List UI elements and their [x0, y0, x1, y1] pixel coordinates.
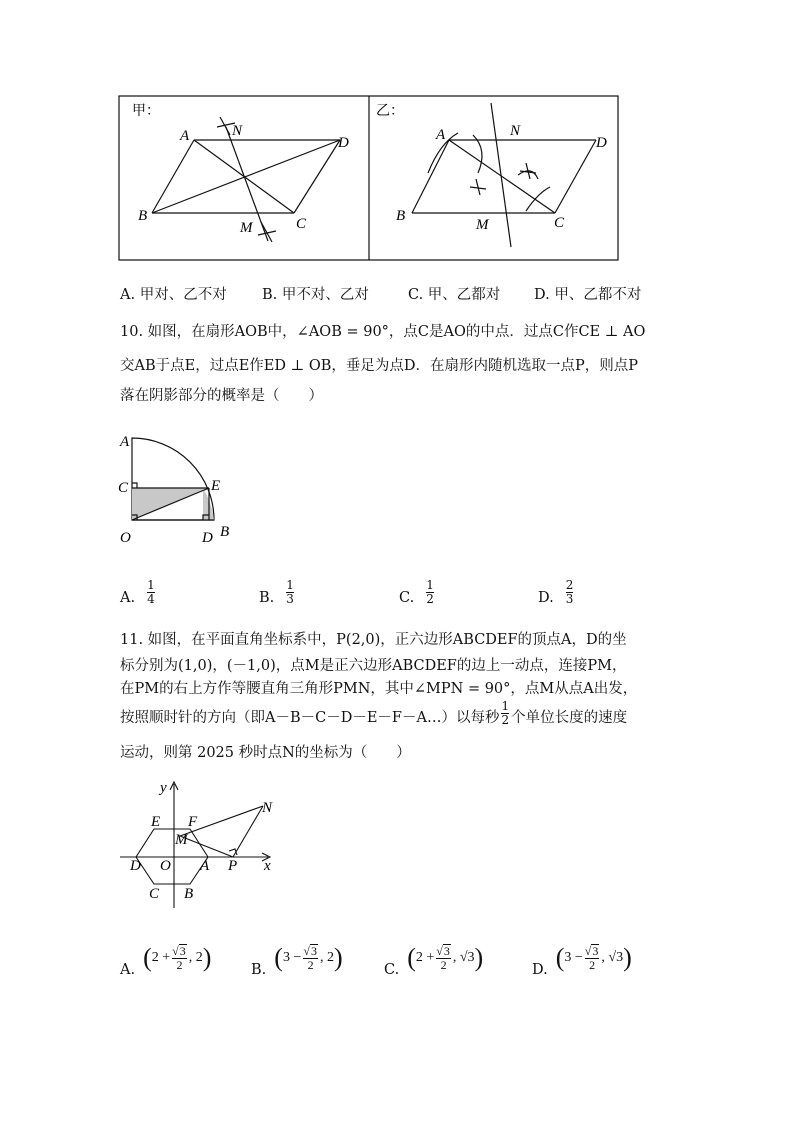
label-M-right: M — [476, 217, 489, 233]
q10-option-d: D. $\frac{2}{3}$ — [538, 577, 574, 606]
fig11-label-P: P — [228, 858, 238, 874]
q9-figure — [118, 95, 620, 263]
q9-option-b: B. 甲不对、乙对 — [262, 287, 369, 303]
q10-line1: 10. 如图，在扇形AOB中，∠AOB = 90°，点C是AO的中点．过点C作CE ⊥ AO — [120, 324, 646, 340]
label-M-left: M — [240, 220, 253, 236]
fig11-label-C: C — [149, 886, 160, 902]
label-C-right: C — [554, 215, 565, 231]
label-N-right: N — [510, 123, 521, 139]
fig11-label-F: F — [188, 814, 198, 830]
label-B-right: B — [396, 208, 406, 224]
fig10-label-D: D — [202, 530, 213, 546]
q10-option-b: B. $\frac{1}{3}$ — [259, 577, 294, 606]
label-B-left: B — [138, 208, 148, 224]
q10-option-a: A. $\frac{1}{4}$ — [120, 577, 155, 606]
fig11-label-x: x — [264, 858, 271, 874]
fig11-label-M: M — [175, 832, 188, 848]
fig11-label-A: A — [200, 858, 210, 874]
q9-option-c: C. 甲、乙都对 — [408, 287, 501, 303]
fig11-label-E: E — [151, 814, 161, 830]
q11-figure — [118, 778, 278, 912]
label-C-left: C — [296, 216, 307, 232]
q11-line5: 运动，则第 2025 秒时点N的坐标为（ ） — [120, 745, 411, 761]
fig11-label-D: D — [130, 858, 141, 874]
fig10-label-B: B — [220, 524, 230, 540]
q10-line3: 落在阴影部分的概率是（ ） — [120, 388, 323, 404]
q11-line3: 在PM的右上方作等腰直角三角形PMN，其中∠MPN = 90°，点M从点A出发， — [120, 681, 638, 697]
q10-line2: 交AB于点E，过点E作ED ⊥ OB，垂足为点D．在扇形内随机选取一点P，则点P — [120, 358, 639, 374]
q9-option-a: A. 甲对、乙不对 — [120, 287, 227, 303]
fig10-label-O: O — [120, 530, 131, 546]
q11-option-d: D. ( 3 − $\frac{√3}{2}$ , √3 ) — [532, 943, 632, 978]
fig11-label-O: O — [160, 858, 171, 874]
q11-option-b: B. ( 3 − $\frac{√3}{2}$ , 2 ) — [251, 943, 343, 978]
label-N-left: N — [232, 123, 243, 139]
q11-line4: 按照顺时针的方向（即A－B－C－D－E－F－A…）以每秒 $\frac{1}{2}$ 个单位长度的速度 — [120, 698, 628, 727]
label-A-left: A — [180, 128, 190, 144]
q11-line1: 11. 如图，在平面直角坐标系中，P(2,0)，正六边形ABCDEF的顶点A，D的坐 — [120, 632, 627, 648]
fig10-label-A: A — [120, 434, 130, 450]
label-D-left: D — [338, 135, 349, 151]
q9-option-d: D. 甲、乙都不对 — [534, 287, 642, 303]
fig11-label-N: N — [262, 800, 273, 816]
q10-figure — [114, 432, 244, 548]
q11-option-c: C. ( 2 + $\frac{√3}{2}$ , √3 ) — [384, 943, 484, 978]
label-A-right: A — [436, 127, 446, 143]
q10-option-c: C. $\frac{1}{2}$ — [399, 577, 434, 606]
q11-line2: 标分别为(1,0)，(－1,0)，点M是正六边形ABCDEF的边上一动点，连接PM， — [120, 658, 627, 674]
fig11-label-y: y — [160, 780, 167, 796]
panel-right-label: 乙： — [376, 104, 404, 119]
fig10-label-C: C — [118, 480, 129, 496]
fig11-label-B: B — [184, 886, 194, 902]
q11-option-a: A. ( 2 + $\frac{√3}{2}$ , 2 ) — [120, 943, 212, 978]
fig10-label-E: E — [211, 478, 221, 494]
panel-left-label: 甲： — [132, 104, 160, 119]
label-D-right: D — [596, 135, 607, 151]
